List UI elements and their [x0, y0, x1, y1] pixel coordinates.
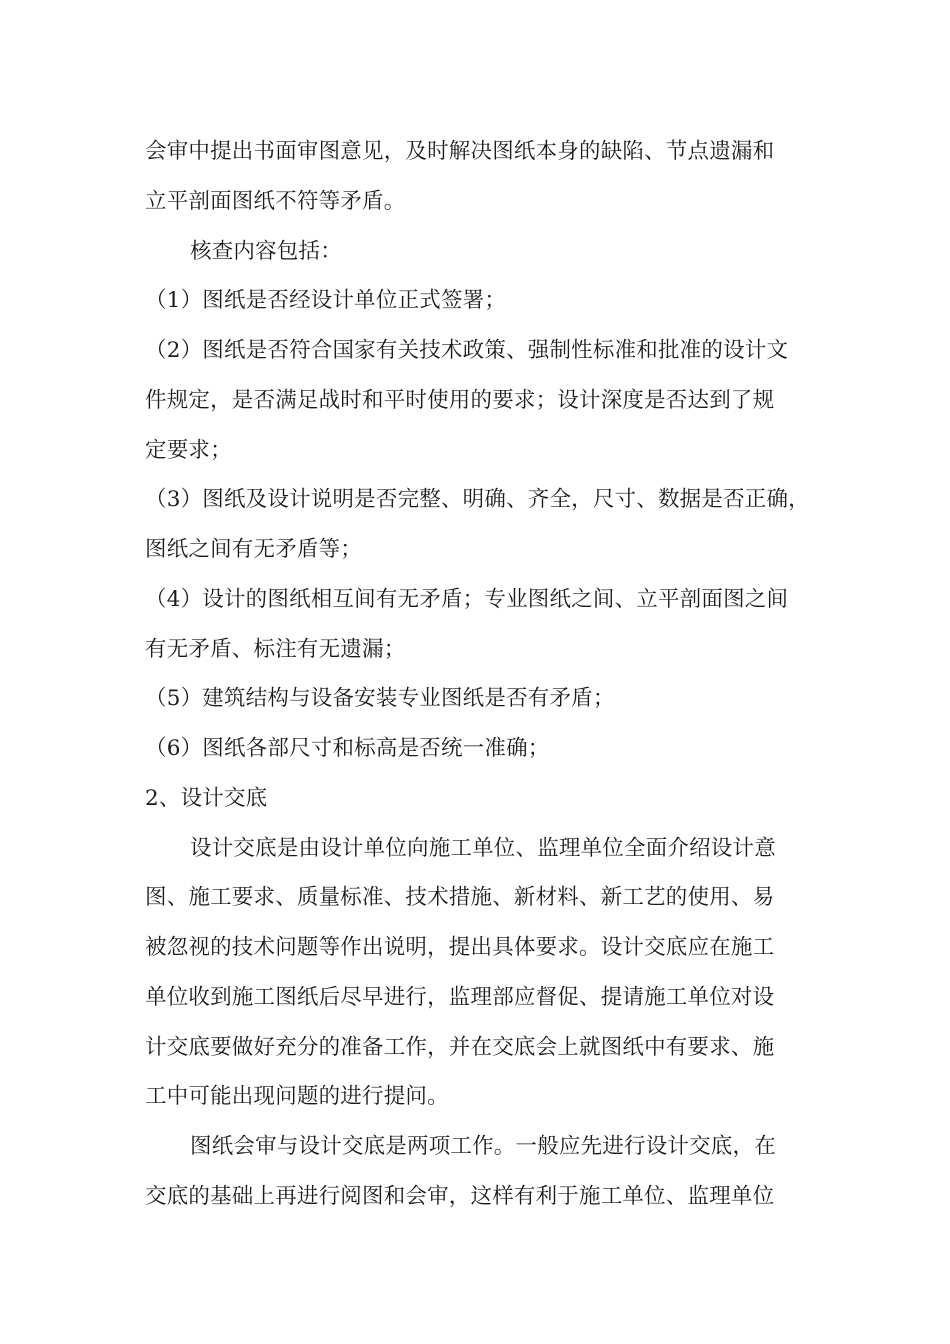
list-item-2-line-3: 定要求；	[145, 438, 232, 463]
paragraph-1-line-1: 设计交底是由设计单位向施工单位、监理单位全面介绍设计意	[190, 836, 776, 861]
list-item-6: （6）图纸各部尺寸和标高是否统一准确；	[145, 736, 550, 761]
text-line-3: 核查内容包括：	[190, 239, 342, 264]
list-item-2-line-1: （2）图纸是否符合国家有关技术政策、强制性标准和批准的设计文	[145, 338, 789, 363]
list-item-3-line-1: （3）图纸及设计说明是否完整、明确、齐全，尺寸、数据是否正确，	[145, 487, 810, 512]
paragraph-2-line-1: 图纸会审与设计交底是两项工作。一般应先进行设计交底，在	[190, 1134, 776, 1159]
paragraph-1-line-6: 工中可能出现问题的进行提问。	[145, 1084, 449, 1109]
paragraph-1-line-2: 图、施工要求、质量标准、技术措施、新材料、新工艺的使用、易	[145, 885, 775, 910]
paragraph-2-line-2: 交底的基础上再进行阅图和会审，这样有利于施工单位、监理单位	[145, 1184, 775, 1209]
list-item-1: （1）图纸是否经设计单位正式签署；	[145, 288, 507, 313]
list-item-5: （5）建筑结构与设备安装专业图纸是否有矛盾；	[145, 686, 615, 711]
list-item-4-line-2: 有无矛盾、标注有无遗漏；	[145, 637, 406, 662]
text-line-2: 立平剖面图纸不符等矛盾。	[145, 189, 406, 214]
list-item-4-line-1: （4）设计的图纸相互间有无矛盾；专业图纸之间、立平剖面图之间	[145, 587, 789, 612]
section-heading: 2、设计交底	[145, 786, 268, 811]
paragraph-1-line-3: 被忽视的技术问题等作出说明，提出具体要求。设计交底应在施工	[145, 935, 775, 960]
list-item-3-line-2: 图纸之间有无矛盾等；	[145, 537, 363, 562]
paragraph-1-line-4: 单位收到施工图纸后尽早进行，监理部应督促、提请施工单位对设	[145, 985, 775, 1010]
text-line-1: 会审中提出书面审图意见，及时解决图纸本身的缺陷、节点遗漏和	[145, 139, 775, 164]
paragraph-1-line-5: 计交底要做好充分的准备工作，并在交底会上就图纸中有要求、施	[145, 1035, 775, 1060]
list-item-2-line-2: 件规定，是否满足战时和平时使用的要求；设计深度是否达到了规	[145, 388, 775, 413]
